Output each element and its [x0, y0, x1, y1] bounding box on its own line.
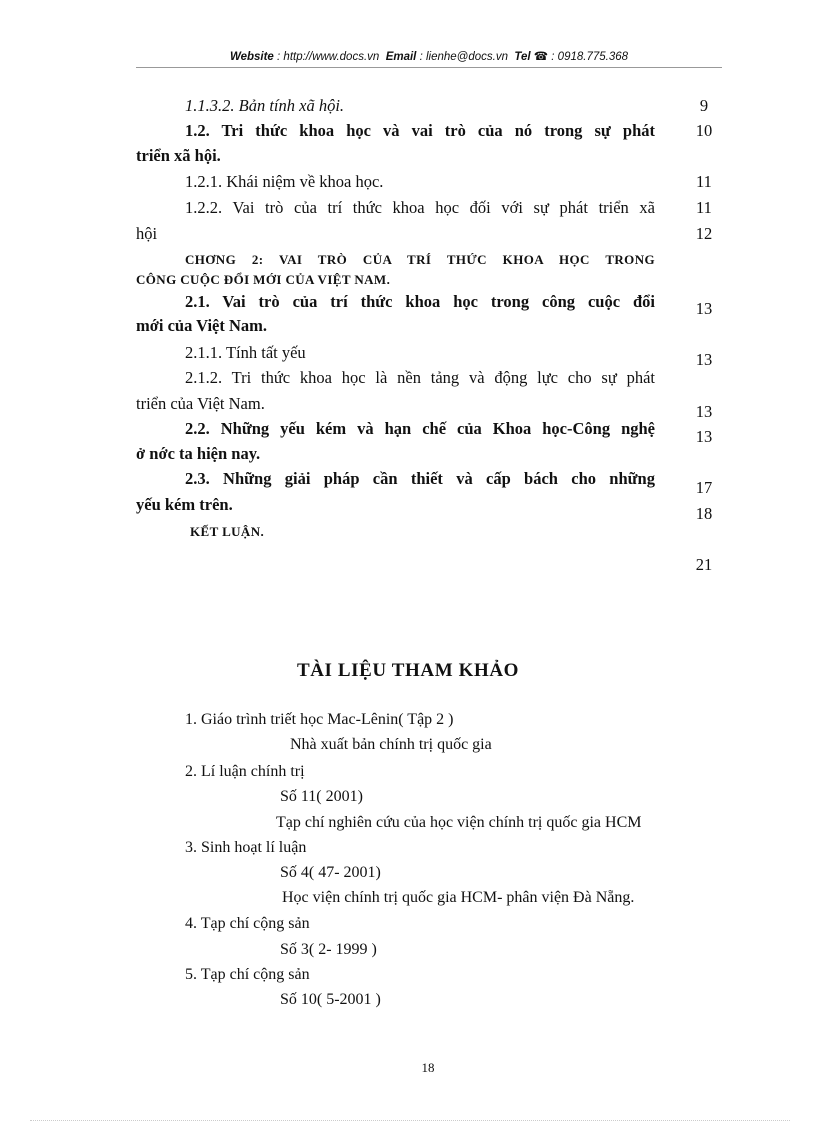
- toc-page: 11: [696, 198, 712, 217]
- toc-page: 12: [695, 224, 713, 243]
- reference-detail: Số 10( 5-2001 ): [280, 991, 381, 1008]
- toc-page: 13: [695, 299, 713, 318]
- reference-detail: Tạp chí nghiên cứu của học viện chính trị quốc gia HCM: [276, 814, 642, 831]
- chapter-heading: CHƠNG 2: VAI TRÒ CỦA TRÍ THỨC KHOA HỌC TRONG: [185, 252, 655, 267]
- toc-page: 13: [695, 427, 713, 446]
- toc-entry: 1.2. Tri thức khoa học và vai trò của nó trong sự phát: [185, 121, 655, 140]
- toc-page: 13: [695, 402, 713, 421]
- reference-title: 4. Tạp chí cộng sản: [185, 915, 310, 932]
- toc-entry: 2.1. Vai trò của trí thức khoa học trong công cuộc đổi: [185, 292, 655, 311]
- reference-detail: Học viện chính trị quốc gia HCM- phân viện Đà Nẵng.: [282, 889, 635, 906]
- chapter-heading-cont: CÔNG CUỘC ĐỔI MỚI CỦA VIỆT NAM.: [136, 272, 391, 287]
- website-label: Website: [229, 51, 274, 63]
- toc-entry-cont: hội: [136, 224, 158, 243]
- email-value: : lienhe@docs.vn: [419, 51, 508, 63]
- reference-detail: Số 4( 47- 2001): [280, 864, 381, 881]
- toc-page: 10: [695, 121, 713, 140]
- toc-entry: 2.3. Những giải pháp cần thiết và cấp bách cho những: [185, 469, 655, 488]
- toc-page: 18: [695, 504, 713, 523]
- toc-entry-cont: ở nớc ta hiện nay.: [136, 444, 261, 463]
- reference-detail: Nhà xuất bản chính trị quốc gia: [290, 736, 492, 753]
- website-value: : http://www.docs.vn: [277, 51, 380, 63]
- tel-value: : 0918.775.368: [551, 51, 629, 63]
- toc-entry: 2.1.2. Tri thức khoa học là nền tảng và động lực cho sự phát: [185, 368, 655, 387]
- conclusion-heading: KẾT LUẬN.: [190, 524, 265, 539]
- references-title: TÀI LIỆU THAM KHẢO: [296, 660, 520, 681]
- toc-entry: 1.2.2. Vai trò của trí thức khoa học đối với sự phát triển xã: [185, 198, 655, 217]
- toc-entry-cont: mới của Việt Nam.: [136, 316, 268, 335]
- toc-entry: 1.2.1. Khái niệm về khoa học.: [185, 172, 384, 191]
- reference-detail: Số 3( 2- 1999 ): [280, 941, 377, 958]
- toc-page: 17: [695, 478, 713, 497]
- header-text: [230, 51, 628, 63]
- toc-entry-cont: yếu kém trên.: [136, 495, 233, 514]
- reference-title: 1. Giáo trình triết học Mac-Lênin( Tập 2 ): [185, 711, 454, 728]
- footer-divider: [30, 1120, 790, 1121]
- reference-title: 2. Lí luận chính trị: [185, 763, 305, 780]
- reference-title: 3. Sinh hoạt lí luận: [185, 839, 307, 856]
- toc-entry-cont: triển xã hội.: [136, 146, 221, 165]
- toc-page: 9: [699, 96, 709, 115]
- tel-label: Tel: [514, 51, 531, 63]
- toc-entry: 2.2. Những yếu kém và hạn chế của Khoa học-Công nghệ: [185, 419, 655, 438]
- toc-entry: 2.1.1. Tính tất yếu: [185, 343, 306, 362]
- reference-title: 5. Tạp chí cộng sản: [185, 966, 310, 983]
- toc-page: 13: [695, 350, 713, 369]
- page-number: 18: [421, 1060, 435, 1075]
- email-label: Email: [385, 51, 417, 63]
- toc-page: 11: [696, 172, 712, 191]
- toc-page: 21: [695, 555, 713, 574]
- phone-icon: ☎: [533, 51, 549, 63]
- reference-detail: Số 11( 2001): [280, 788, 363, 805]
- toc-entry-cont: triển của Việt Nam.: [136, 394, 265, 413]
- toc-entry: 1.1.3.2. Bản tính xã hội.: [185, 96, 345, 115]
- page-header: [136, 47, 722, 68]
